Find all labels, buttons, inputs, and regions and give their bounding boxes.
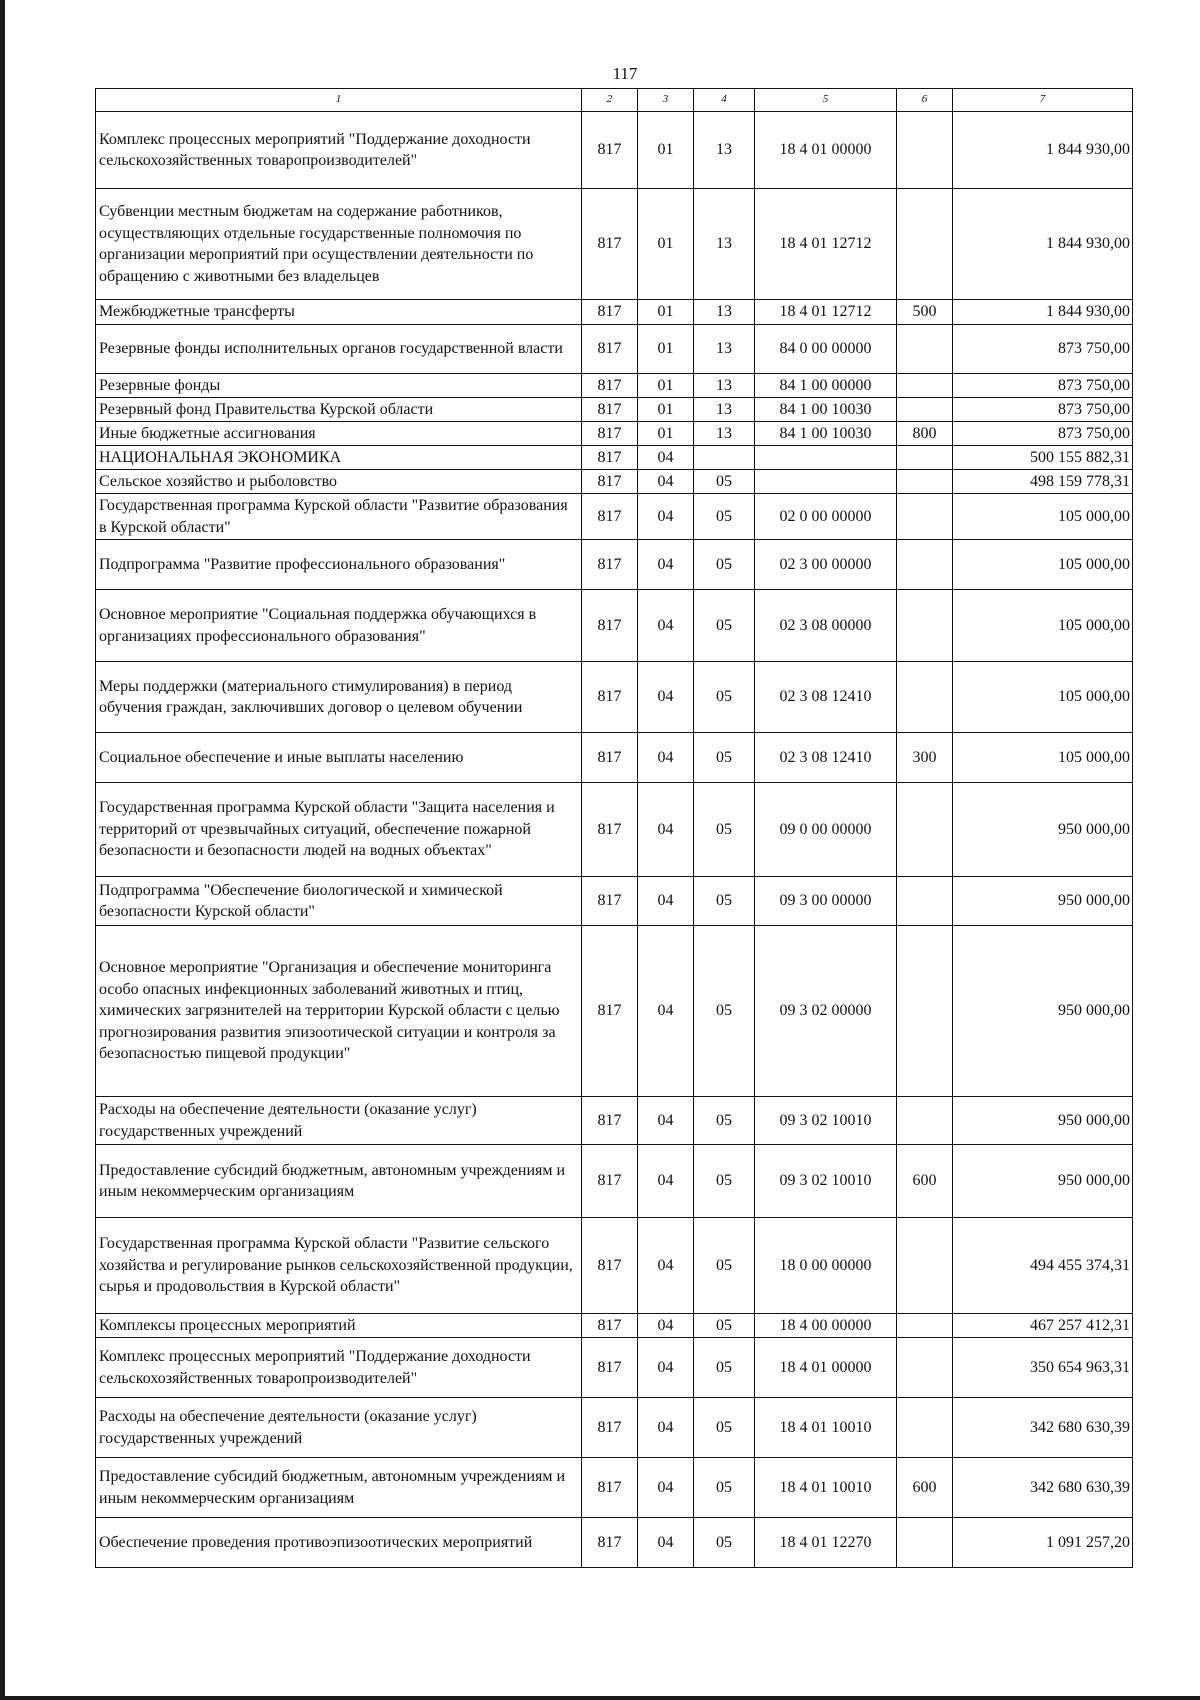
column-header-5: 5 (755, 89, 897, 112)
cell-code-3: 04 (638, 1398, 694, 1458)
cell-code-5: 18 4 01 12712 (755, 300, 897, 325)
cell-amount: 342 680 630,39 (953, 1458, 1133, 1518)
cell-name: Комплексы процессных мероприятий (96, 1314, 582, 1338)
table-row (96, 112, 1133, 189)
cell-amount: 105 000,00 (953, 590, 1133, 662)
cell-code-2: 817 (582, 1398, 638, 1458)
cell-name: Социальное обеспечение и иные выплаты населению (96, 733, 582, 783)
cell-code-4: 13 (694, 300, 755, 325)
column-header-4: 4 (694, 89, 755, 112)
cell-code-4: 13 (694, 374, 755, 398)
cell-code-6: 300 (897, 733, 953, 783)
scan-border-left (0, 0, 5, 1700)
cell-amount: 105 000,00 (953, 733, 1133, 783)
table-row (96, 1097, 1133, 1145)
cell-code-5: 18 4 01 12712 (755, 189, 897, 300)
cell-code-6 (897, 540, 953, 590)
cell-name: Основное мероприятие "Социальная поддержка обучающихся в организациях профессионального образования" (96, 590, 582, 662)
cell-code-6: 500 (897, 300, 953, 325)
cell-code-6 (897, 1314, 953, 1338)
cell-code-2: 817 (582, 112, 638, 189)
cell-code-4 (694, 446, 755, 470)
table-row (96, 446, 1133, 470)
cell-amount: 873 750,00 (953, 374, 1133, 398)
cell-amount: 873 750,00 (953, 422, 1133, 446)
cell-code-6 (897, 783, 953, 877)
cell-code-5: 09 3 02 00000 (755, 926, 897, 1097)
cell-code-4: 05 (694, 1218, 755, 1314)
column-header-2: 2 (582, 89, 638, 112)
cell-code-3: 01 (638, 189, 694, 300)
cell-code-3: 04 (638, 1218, 694, 1314)
cell-code-6 (897, 494, 953, 540)
cell-code-6 (897, 398, 953, 422)
cell-name: Расходы на обеспечение деятельности (оказание услуг) государственных учреждений (96, 1097, 582, 1145)
cell-code-4: 05 (694, 1458, 755, 1518)
table-row (96, 590, 1133, 662)
cell-code-3: 04 (638, 662, 694, 733)
cell-code-3: 04 (638, 733, 694, 783)
cell-name: Меры поддержки (материального стимулирования) в период обучения граждан, заключивших договор о целевом обучении (96, 662, 582, 733)
table-row (96, 1338, 1133, 1398)
cell-code-2: 817 (582, 446, 638, 470)
cell-code-6 (897, 1097, 953, 1145)
table-row (96, 1145, 1133, 1218)
cell-amount: 342 680 630,39 (953, 1398, 1133, 1458)
cell-name: Подпрограмма "Обеспечение биологической и химической безопасности Курской области" (96, 877, 582, 926)
cell-amount: 873 750,00 (953, 325, 1133, 374)
cell-amount: 105 000,00 (953, 662, 1133, 733)
cell-code-5: 18 4 00 00000 (755, 1314, 897, 1338)
cell-code-5: 02 3 08 12410 (755, 733, 897, 783)
cell-code-5: 84 0 00 00000 (755, 325, 897, 374)
cell-code-5: 18 4 01 10010 (755, 1458, 897, 1518)
cell-amount: 105 000,00 (953, 494, 1133, 540)
cell-code-6: 600 (897, 1458, 953, 1518)
cell-code-5: 84 1 00 10030 (755, 398, 897, 422)
table-row (96, 374, 1133, 398)
cell-code-6: 800 (897, 422, 953, 446)
cell-code-5: 09 0 00 00000 (755, 783, 897, 877)
cell-name: Государственная программа Курской области "Развитие образования в Курской области" (96, 494, 582, 540)
cell-name: Государственная программа Курской области "Развитие сельского хозяйства и регулирование рынков сельскохозяйственной продукции, сырья и продовольствия в Курской области" (96, 1218, 582, 1314)
cell-amount: 500 155 882,31 (953, 446, 1133, 470)
column-header-3: 3 (638, 89, 694, 112)
cell-code-3: 04 (638, 540, 694, 590)
column-header-6: 6 (897, 89, 953, 112)
cell-name: Сельское хозяйство и рыболовство (96, 470, 582, 494)
cell-code-5: 84 1 00 10030 (755, 422, 897, 446)
table-row (96, 540, 1133, 590)
cell-amount: 1 091 257,20 (953, 1518, 1133, 1568)
cell-code-4: 05 (694, 540, 755, 590)
cell-code-2: 817 (582, 540, 638, 590)
cell-code-2: 817 (582, 1338, 638, 1398)
cell-amount: 950 000,00 (953, 926, 1133, 1097)
cell-name: Иные бюджетные ассигнования (96, 422, 582, 446)
cell-code-3: 04 (638, 470, 694, 494)
cell-code-6 (897, 877, 953, 926)
table-row (96, 662, 1133, 733)
cell-code-3: 04 (638, 877, 694, 926)
cell-code-4: 05 (694, 590, 755, 662)
cell-code-3: 04 (638, 494, 694, 540)
budget-table (95, 88, 1133, 1568)
cell-code-4: 13 (694, 112, 755, 189)
cell-name: Обеспечение проведения противоэпизоотических мероприятий (96, 1518, 582, 1568)
cell-amount: 494 455 374,31 (953, 1218, 1133, 1314)
cell-code-5 (755, 446, 897, 470)
cell-code-6: 600 (897, 1145, 953, 1218)
cell-code-4: 05 (694, 1398, 755, 1458)
cell-amount: 467 257 412,31 (953, 1314, 1133, 1338)
table-row (96, 422, 1133, 446)
cell-code-5: 18 4 01 00000 (755, 1338, 897, 1398)
cell-name: НАЦИОНАЛЬНАЯ ЭКОНОМИКА (96, 446, 582, 470)
cell-code-3: 04 (638, 1145, 694, 1218)
cell-code-5: 18 4 01 00000 (755, 112, 897, 189)
cell-name: Подпрограмма "Развитие профессионального образования" (96, 540, 582, 590)
table-row (96, 1218, 1133, 1314)
cell-name: Государственная программа Курской области "Защита населения и территорий от чрезвычайных ситуаций, обеспечение пожарной безопасности и безопасности людей на водных объектах" (96, 783, 582, 877)
table-row (96, 783, 1133, 877)
cell-code-5: 02 0 00 00000 (755, 494, 897, 540)
cell-code-6 (897, 926, 953, 1097)
cell-name: Предоставление субсидий бюджетным, автономным учреждениям и иным некоммерческим организациям (96, 1458, 582, 1518)
cell-code-2: 817 (582, 470, 638, 494)
header-row (96, 89, 1133, 112)
cell-code-6 (897, 446, 953, 470)
cell-amount: 498 159 778,31 (953, 470, 1133, 494)
cell-code-4: 05 (694, 1145, 755, 1218)
cell-code-2: 817 (582, 590, 638, 662)
table-row (96, 470, 1133, 494)
cell-code-6 (897, 374, 953, 398)
cell-code-3: 04 (638, 1097, 694, 1145)
cell-code-3: 04 (638, 783, 694, 877)
table-row (96, 926, 1133, 1097)
cell-name: Межбюджетные трансферты (96, 300, 582, 325)
cell-code-4: 05 (694, 1097, 755, 1145)
cell-code-4: 05 (694, 1338, 755, 1398)
cell-amount: 350 654 963,31 (953, 1338, 1133, 1398)
cell-amount: 1 844 930,00 (953, 300, 1133, 325)
cell-amount: 950 000,00 (953, 1097, 1133, 1145)
cell-code-5: 18 4 01 10010 (755, 1398, 897, 1458)
cell-code-4: 13 (694, 189, 755, 300)
cell-code-5: 09 3 00 00000 (755, 877, 897, 926)
cell-code-2: 817 (582, 189, 638, 300)
cell-code-6 (897, 470, 953, 494)
cell-amount: 873 750,00 (953, 398, 1133, 422)
cell-code-2: 817 (582, 300, 638, 325)
cell-code-5: 09 3 02 10010 (755, 1145, 897, 1218)
cell-amount: 950 000,00 (953, 877, 1133, 926)
cell-amount: 950 000,00 (953, 783, 1133, 877)
cell-code-4: 13 (694, 398, 755, 422)
cell-code-3: 04 (638, 446, 694, 470)
cell-code-4: 05 (694, 1518, 755, 1568)
cell-code-2: 817 (582, 877, 638, 926)
column-header-7: 7 (953, 89, 1133, 112)
cell-code-3: 04 (638, 1314, 694, 1338)
cell-name: Резервные фонды (96, 374, 582, 398)
table-row (96, 494, 1133, 540)
cell-code-2: 817 (582, 783, 638, 877)
cell-code-5: 02 3 08 12410 (755, 662, 897, 733)
scan-border-bottom (0, 1696, 1200, 1700)
cell-code-3: 04 (638, 1518, 694, 1568)
cell-name: Субвенции местным бюджетам на содержание работников, осуществляющих отдельные государственные полномочия по организации мероприятий при осуществлении деятельности по обращению с животными без владельцев (96, 189, 582, 300)
cell-code-6 (897, 590, 953, 662)
table-row (96, 733, 1133, 783)
cell-name: Резервный фонд Правительства Курской области (96, 398, 582, 422)
table-row (96, 877, 1133, 926)
cell-name: Комплекс процессных мероприятий "Поддержание доходности сельскохозяйственных товаропроизводителей" (96, 112, 582, 189)
cell-code-4: 13 (694, 325, 755, 374)
cell-code-5: 18 4 01 12270 (755, 1518, 897, 1568)
cell-code-4: 13 (694, 422, 755, 446)
table-row (96, 1458, 1133, 1518)
cell-code-2: 817 (582, 662, 638, 733)
cell-code-2: 817 (582, 325, 638, 374)
cell-code-6 (897, 325, 953, 374)
cell-code-2: 817 (582, 733, 638, 783)
cell-code-5: 02 3 08 00000 (755, 590, 897, 662)
cell-code-4: 05 (694, 783, 755, 877)
cell-code-3: 04 (638, 926, 694, 1097)
cell-code-6 (897, 1338, 953, 1398)
table-row (96, 1314, 1133, 1338)
cell-code-5: 09 3 02 10010 (755, 1097, 897, 1145)
cell-code-2: 817 (582, 1518, 638, 1568)
cell-code-3: 01 (638, 325, 694, 374)
cell-code-6 (897, 1218, 953, 1314)
cell-code-5: 84 1 00 00000 (755, 374, 897, 398)
column-header-1: 1 (96, 89, 582, 112)
cell-amount: 1 844 930,00 (953, 112, 1133, 189)
table-row (96, 325, 1133, 374)
cell-code-4: 05 (694, 470, 755, 494)
cell-code-6 (897, 1398, 953, 1458)
cell-code-2: 817 (582, 494, 638, 540)
cell-code-2: 817 (582, 398, 638, 422)
cell-code-2: 817 (582, 1097, 638, 1145)
table-row (96, 1398, 1133, 1458)
cell-code-3: 01 (638, 398, 694, 422)
cell-amount: 950 000,00 (953, 1145, 1133, 1218)
table-row (96, 1518, 1133, 1568)
cell-code-3: 04 (638, 1338, 694, 1398)
cell-code-5: 18 0 00 00000 (755, 1218, 897, 1314)
cell-code-2: 817 (582, 422, 638, 446)
cell-code-2: 817 (582, 1218, 638, 1314)
cell-code-5: 02 3 00 00000 (755, 540, 897, 590)
cell-code-3: 04 (638, 590, 694, 662)
cell-code-4: 05 (694, 494, 755, 540)
cell-name: Расходы на обеспечение деятельности (оказание услуг) государственных учреждений (96, 1398, 582, 1458)
cell-code-6 (897, 1518, 953, 1568)
cell-code-4: 05 (694, 733, 755, 783)
cell-code-4: 05 (694, 662, 755, 733)
cell-code-6 (897, 662, 953, 733)
cell-code-3: 01 (638, 422, 694, 446)
table-row (96, 398, 1133, 422)
cell-code-2: 817 (582, 374, 638, 398)
cell-code-2: 817 (582, 1145, 638, 1218)
cell-code-4: 05 (694, 877, 755, 926)
cell-code-3: 01 (638, 374, 694, 398)
cell-code-5 (755, 470, 897, 494)
cell-code-6 (897, 112, 953, 189)
cell-code-2: 817 (582, 1314, 638, 1338)
cell-code-3: 01 (638, 112, 694, 189)
table-row (96, 189, 1133, 300)
page-number: 117 (612, 64, 638, 83)
cell-name: Предоставление субсидий бюджетным, автономным учреждениям и иным некоммерческим организациям (96, 1145, 582, 1218)
cell-code-3: 01 (638, 300, 694, 325)
cell-code-4: 05 (694, 1314, 755, 1338)
table-row (96, 300, 1133, 325)
cell-code-6 (897, 189, 953, 300)
cell-code-2: 817 (582, 926, 638, 1097)
table-body (96, 112, 1133, 1568)
cell-name: Комплекс процессных мероприятий "Поддержание доходности сельскохозяйственных товаропроизводителей" (96, 1338, 582, 1398)
cell-amount: 1 844 930,00 (953, 189, 1133, 300)
cell-code-2: 817 (582, 1458, 638, 1518)
cell-name: Основное мероприятие "Организация и обеспечение мониторинга особо опасных инфекционных заболеваний животных и птиц, химических загрязнителей на территории Курской области с целью прогнозирования развития эпизоотической ситуации и контроля за безопасностью пищевой продукции" (96, 926, 582, 1097)
cell-code-4: 05 (694, 926, 755, 1097)
cell-code-3: 04 (638, 1458, 694, 1518)
cell-amount: 105 000,00 (953, 540, 1133, 590)
cell-name: Резервные фонды исполнительных органов государственной власти (96, 325, 582, 374)
